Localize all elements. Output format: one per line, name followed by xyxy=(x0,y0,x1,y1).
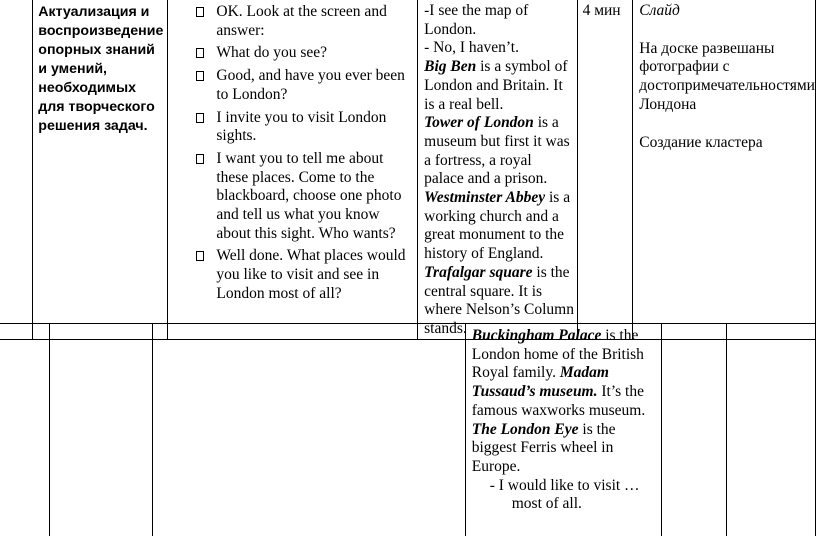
answer-line: - No, I haven’t. xyxy=(424,39,574,58)
checkbox-bullet-icon xyxy=(196,154,204,164)
board-note: На доске развешаны фотографии с достопримечательностями Лондона xyxy=(639,40,815,115)
cluster-note: Создание кластера xyxy=(639,134,815,153)
sight-entry: Big Ben is a symbol of London and Britain. It is a real bell. xyxy=(424,58,574,114)
empty-cell xyxy=(727,324,816,536)
table-row xyxy=(0,324,816,536)
list-item: Good, and have you ever been to London? xyxy=(168,67,415,104)
empty-cell xyxy=(0,324,49,536)
empty-cell xyxy=(153,324,465,536)
empty-cell xyxy=(662,324,727,536)
empty-cell xyxy=(0,0,33,339)
teacher-list xyxy=(168,0,417,304)
stage-label: Актуализация и воспроизведение опорных знаний и умений, необходимых для творческого решения задач. xyxy=(33,0,167,136)
checkbox-bullet-icon xyxy=(196,48,204,58)
list-item: I want you to tell me about these places. Come to the blackboard, choose one photo and tell us what you know about this sight. Who wants? xyxy=(168,150,415,244)
notes-cell xyxy=(633,0,816,339)
time-cell xyxy=(577,0,633,339)
empty-cell xyxy=(49,324,153,536)
list-item: OK. Look at the screen and answer: xyxy=(168,3,415,40)
list-item: I invite you to visit London sights. xyxy=(168,109,415,146)
sight-entry: Tower of London is a museum but first it was a fortress, a royal palace and a prison. xyxy=(424,114,574,189)
checkbox-bullet-icon xyxy=(196,7,204,17)
teacher-cell xyxy=(168,0,418,339)
answer-line: - I would like to visit … xyxy=(472,477,659,496)
list-item: Well done. What places would you like to visit and see in London most of all? xyxy=(168,247,415,303)
time-value: 4 мин xyxy=(578,0,633,21)
stage-cell xyxy=(33,0,168,339)
list-item: What do you see? xyxy=(168,44,415,63)
sight-entry: Buckingham Palace is the London home of the British Royal family. Madam Tussaud’s museum. It’s the famous waxworks museum. The London Eye is the biggest Ferris wheel in Europe. xyxy=(472,327,659,477)
checkbox-bullet-icon xyxy=(196,71,204,81)
answer-line: most of all. xyxy=(472,495,659,514)
checkbox-bullet-icon xyxy=(196,113,204,123)
answer-line: -I see the map of London. xyxy=(424,2,574,39)
lesson-table-continued xyxy=(0,323,816,536)
checkbox-bullet-icon xyxy=(196,251,204,261)
sight-entry: Westminster Abbey is a working church and a great monument to the history of England. xyxy=(424,189,574,264)
sight-entry: Trafalgar square is the central square. It is where Nelson’s Column stands. xyxy=(424,264,574,339)
answers-cell xyxy=(418,0,577,339)
answers-cell xyxy=(465,324,661,536)
slide-note: Слайд xyxy=(639,2,815,21)
